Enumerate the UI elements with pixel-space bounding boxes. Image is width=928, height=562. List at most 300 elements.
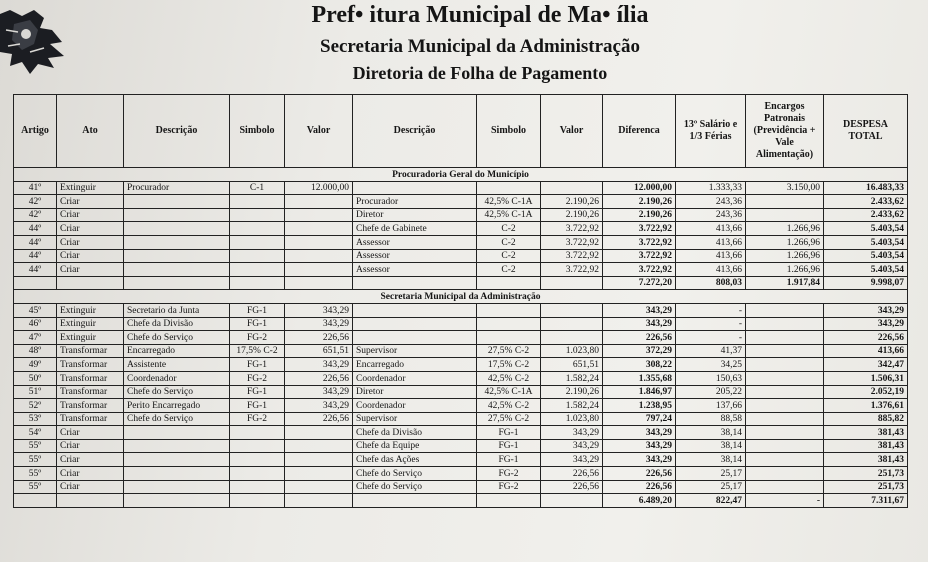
cell-dif: 2.190,26 bbox=[603, 208, 676, 222]
cell-val-old bbox=[285, 480, 353, 494]
empty-cell bbox=[477, 276, 541, 290]
cell-desc-old bbox=[124, 208, 230, 222]
cell-encargos bbox=[746, 344, 824, 358]
cell-encargos bbox=[746, 385, 824, 399]
cell-ato: Transformar bbox=[57, 399, 124, 413]
cell-sym-new: 27,5% C-2 bbox=[477, 412, 541, 426]
cell-val-old bbox=[285, 453, 353, 467]
cell-artigo: 45º bbox=[14, 303, 57, 317]
table-row bbox=[14, 412, 908, 426]
column-header: Descrição bbox=[353, 95, 477, 168]
cell-dif: 1.238,95 bbox=[603, 399, 676, 413]
table-body bbox=[14, 168, 908, 508]
cell-ato: Transformar bbox=[57, 371, 124, 385]
cell-sym-old bbox=[230, 439, 285, 453]
cell-val-new: 226,56 bbox=[541, 467, 603, 481]
cell-artigo: 44º bbox=[14, 222, 57, 236]
cell-decimo: 150,63 bbox=[676, 371, 746, 385]
cell-artigo: 42º bbox=[14, 208, 57, 222]
column-header: Artigo bbox=[14, 95, 57, 168]
cell-desc-new: Chefe da Equipe bbox=[353, 439, 477, 453]
empty-cell bbox=[230, 276, 285, 290]
cell-ato: Criar bbox=[57, 208, 124, 222]
cell-desc-old bbox=[124, 235, 230, 249]
cell-desc-old: Secretario da Junta bbox=[124, 303, 230, 317]
table-row bbox=[14, 195, 908, 209]
cell-dif: 12.000,00 bbox=[603, 181, 676, 195]
empty-cell bbox=[57, 276, 124, 290]
cell-desc-old bbox=[124, 195, 230, 209]
cell-sym-new bbox=[477, 317, 541, 331]
cell-artigo: 46º bbox=[14, 317, 57, 331]
cell-sym-new: C-2 bbox=[477, 235, 541, 249]
cell-desc-new: Assessor bbox=[353, 235, 477, 249]
cell-dif: 3.722,92 bbox=[603, 222, 676, 236]
cell-val-old bbox=[285, 235, 353, 249]
cell-artigo: 50º bbox=[14, 371, 57, 385]
cell-val-new: 343,29 bbox=[541, 426, 603, 440]
empty-cell bbox=[477, 494, 541, 508]
cell-desc-old bbox=[124, 263, 230, 277]
cell-decimo: - bbox=[676, 331, 746, 345]
cell-desc-new bbox=[353, 303, 477, 317]
cell-ato: Criar bbox=[57, 235, 124, 249]
table-row bbox=[14, 317, 908, 331]
cell-encargos bbox=[746, 480, 824, 494]
cell-sym-old: FG-1 bbox=[230, 303, 285, 317]
cell-decimo: 243,36 bbox=[676, 195, 746, 209]
cell-sym-new bbox=[477, 181, 541, 195]
cell-desc-new: Encarregado bbox=[353, 358, 477, 372]
cell-desc-new: Coordenador bbox=[353, 371, 477, 385]
cell-sym-old: FG-1 bbox=[230, 385, 285, 399]
column-header: Simbolo bbox=[230, 95, 285, 168]
cell-total: 2.052,19 bbox=[824, 385, 908, 399]
cell-desc-new: Chefe do Serviço bbox=[353, 480, 477, 494]
table-row bbox=[14, 249, 908, 263]
cell-ato: Criar bbox=[57, 453, 124, 467]
page-subtitle-secretaria: Secretaria Municipal da Administração bbox=[320, 36, 640, 57]
cell-desc-old: Perito Encarregado bbox=[124, 399, 230, 413]
cell-total: 2.433,62 bbox=[824, 195, 908, 209]
table-row bbox=[14, 235, 908, 249]
cell-encargos: 1.266,96 bbox=[746, 263, 824, 277]
cell-val-old bbox=[285, 439, 353, 453]
cell-artigo: 41º bbox=[14, 181, 57, 195]
cell-val-new: 226,56 bbox=[541, 480, 603, 494]
cell-sym-new bbox=[477, 303, 541, 317]
cell-total: 413,66 bbox=[824, 344, 908, 358]
cell-sym-old: FG-1 bbox=[230, 399, 285, 413]
cell-sym-old: C-1 bbox=[230, 181, 285, 195]
cell-dif: 308,22 bbox=[603, 358, 676, 372]
cell-val-new: 3.722,92 bbox=[541, 235, 603, 249]
cell-artigo: 52º bbox=[14, 399, 57, 413]
cell-decimo: 413,66 bbox=[676, 263, 746, 277]
cell-sym-old bbox=[230, 208, 285, 222]
cell-desc-old: Encarregado bbox=[124, 344, 230, 358]
table-row bbox=[14, 371, 908, 385]
cell-ato: Transformar bbox=[57, 412, 124, 426]
cell-decimo: 25,17 bbox=[676, 467, 746, 481]
cell-artigo: 55º bbox=[14, 480, 57, 494]
cell-desc-old bbox=[124, 467, 230, 481]
cell-sym-new: C-2 bbox=[477, 249, 541, 263]
cell-decimo: 1.333,33 bbox=[676, 181, 746, 195]
cell-dif: 1.846,97 bbox=[603, 385, 676, 399]
cell-sym-old: FG-2 bbox=[230, 371, 285, 385]
table-row bbox=[14, 222, 908, 236]
cell-desc-old bbox=[124, 453, 230, 467]
cell-val-old: 12.000,00 bbox=[285, 181, 353, 195]
cell-artigo: 44º bbox=[14, 249, 57, 263]
cell-val-new bbox=[541, 181, 603, 195]
empty-cell bbox=[353, 276, 477, 290]
empty-cell bbox=[124, 276, 230, 290]
total-encargos: 1.917,84 bbox=[746, 276, 824, 290]
cell-encargos bbox=[746, 317, 824, 331]
cell-desc-new: Diretor bbox=[353, 385, 477, 399]
cell-sym-new bbox=[477, 331, 541, 345]
cell-ato: Extinguir bbox=[57, 317, 124, 331]
cell-ato: Criar bbox=[57, 195, 124, 209]
empty-cell bbox=[353, 494, 477, 508]
cell-val-old: 226,56 bbox=[285, 371, 353, 385]
section-total-row bbox=[14, 494, 908, 508]
empty-cell bbox=[14, 276, 57, 290]
table-row bbox=[14, 439, 908, 453]
cell-encargos bbox=[746, 453, 824, 467]
cell-sym-old bbox=[230, 222, 285, 236]
cell-val-old: 226,56 bbox=[285, 412, 353, 426]
cell-total: 343,29 bbox=[824, 317, 908, 331]
cell-val-new bbox=[541, 303, 603, 317]
cell-sym-new: FG-1 bbox=[477, 439, 541, 453]
cell-val-new: 1.023,80 bbox=[541, 344, 603, 358]
cell-dif: 343,29 bbox=[603, 317, 676, 331]
cell-sym-old: FG-1 bbox=[230, 317, 285, 331]
cell-total: 16.483,33 bbox=[824, 181, 908, 195]
cell-total: 5.403,54 bbox=[824, 249, 908, 263]
cell-val-new bbox=[541, 331, 603, 345]
cell-decimo: 38,14 bbox=[676, 439, 746, 453]
cell-desc-new bbox=[353, 181, 477, 195]
cell-sym-old bbox=[230, 480, 285, 494]
cell-encargos: 1.266,96 bbox=[746, 249, 824, 263]
total-dif: 6.489,20 bbox=[603, 494, 676, 508]
page-title: Pref• itura Municipal de Ma• ília bbox=[311, 2, 649, 28]
empty-cell bbox=[285, 276, 353, 290]
cell-dif: 343,29 bbox=[603, 439, 676, 453]
cell-desc-new: Supervisor bbox=[353, 412, 477, 426]
cell-desc-old: Chefe do Serviço bbox=[124, 331, 230, 345]
column-header: Diferenca bbox=[603, 95, 676, 168]
cell-dif: 1.355,68 bbox=[603, 371, 676, 385]
cell-sym-new: 42,5% C-2 bbox=[477, 371, 541, 385]
cell-val-old bbox=[285, 195, 353, 209]
cell-sym-new: C-2 bbox=[477, 263, 541, 277]
cell-val-new bbox=[541, 317, 603, 331]
table-row bbox=[14, 303, 908, 317]
table-row bbox=[14, 480, 908, 494]
cell-dif: 3.722,92 bbox=[603, 235, 676, 249]
cell-desc-new: Assessor bbox=[353, 249, 477, 263]
cell-desc-old: Coordenador bbox=[124, 371, 230, 385]
cell-decimo: 243,36 bbox=[676, 208, 746, 222]
cell-sym-new: FG-2 bbox=[477, 480, 541, 494]
cell-artigo: 54º bbox=[14, 426, 57, 440]
cell-val-old bbox=[285, 426, 353, 440]
cell-sym-new: 27,5% C-2 bbox=[477, 344, 541, 358]
total-decimo: 822,47 bbox=[676, 494, 746, 508]
section-header-row bbox=[14, 168, 908, 182]
cell-sym-old: FG-2 bbox=[230, 412, 285, 426]
cell-ato: Criar bbox=[57, 467, 124, 481]
cell-sym-new: C-2 bbox=[477, 222, 541, 236]
municipal-coat-of-arms-icon bbox=[0, 0, 84, 78]
cell-sym-new: 42,5% C-1A bbox=[477, 195, 541, 209]
section-header-row bbox=[14, 290, 908, 304]
cell-ato: Extinguir bbox=[57, 331, 124, 345]
section-title: Procuradoria Geral do Município bbox=[14, 168, 908, 182]
cell-encargos bbox=[746, 439, 824, 453]
total-dif: 7.272,20 bbox=[603, 276, 676, 290]
cell-encargos bbox=[746, 426, 824, 440]
cell-ato: Transformar bbox=[57, 344, 124, 358]
cell-dif: 226,56 bbox=[603, 467, 676, 481]
cell-val-new: 343,29 bbox=[541, 439, 603, 453]
empty-cell bbox=[541, 494, 603, 508]
cell-dif: 343,29 bbox=[603, 303, 676, 317]
cell-artigo: 55º bbox=[14, 467, 57, 481]
cell-val-old: 343,29 bbox=[285, 399, 353, 413]
empty-cell bbox=[14, 494, 57, 508]
cell-val-new: 1.023,80 bbox=[541, 412, 603, 426]
cell-ato: Transformar bbox=[57, 358, 124, 372]
cell-val-old: 343,29 bbox=[285, 303, 353, 317]
cell-desc-new: Procurador bbox=[353, 195, 477, 209]
column-header: Ato bbox=[57, 95, 124, 168]
cell-val-new: 3.722,92 bbox=[541, 263, 603, 277]
cell-desc-new: Chefe da Divisão bbox=[353, 426, 477, 440]
cell-dif: 372,29 bbox=[603, 344, 676, 358]
table-row bbox=[14, 358, 908, 372]
table-row bbox=[14, 208, 908, 222]
cell-dif: 226,56 bbox=[603, 480, 676, 494]
cell-artigo: 44º bbox=[14, 235, 57, 249]
cell-encargos: 1.266,96 bbox=[746, 235, 824, 249]
cell-desc-old: Chefe do Serviço bbox=[124, 385, 230, 399]
cell-decimo: 413,66 bbox=[676, 222, 746, 236]
cell-desc-old bbox=[124, 439, 230, 453]
cell-ato: Extinguir bbox=[57, 303, 124, 317]
cell-ato: Criar bbox=[57, 249, 124, 263]
column-header: Valor bbox=[541, 95, 603, 168]
cell-val-old bbox=[285, 222, 353, 236]
cell-desc-old bbox=[124, 249, 230, 263]
cell-total: 343,29 bbox=[824, 303, 908, 317]
cell-val-new: 3.722,92 bbox=[541, 249, 603, 263]
cell-val-old: 343,29 bbox=[285, 385, 353, 399]
cell-artigo: 42º bbox=[14, 195, 57, 209]
cell-dif: 3.722,92 bbox=[603, 249, 676, 263]
cell-sym-old: FG-1 bbox=[230, 358, 285, 372]
cell-sym-new: FG-2 bbox=[477, 467, 541, 481]
cell-artigo: 48º bbox=[14, 344, 57, 358]
cell-desc-new bbox=[353, 331, 477, 345]
cell-decimo: 413,66 bbox=[676, 235, 746, 249]
cell-encargos bbox=[746, 303, 824, 317]
cell-desc-old: Chefe do Serviço bbox=[124, 412, 230, 426]
cell-val-new: 1.582,24 bbox=[541, 371, 603, 385]
cell-dif: 797,24 bbox=[603, 412, 676, 426]
total-total: 9.998,07 bbox=[824, 276, 908, 290]
cell-val-new: 2.190,26 bbox=[541, 385, 603, 399]
cell-artigo: 55º bbox=[14, 439, 57, 453]
cell-encargos bbox=[746, 195, 824, 209]
cell-desc-old bbox=[124, 426, 230, 440]
cell-val-old: 226,56 bbox=[285, 331, 353, 345]
cell-val-new: 2.190,26 bbox=[541, 195, 603, 209]
cell-total: 5.403,54 bbox=[824, 263, 908, 277]
cell-encargos bbox=[746, 412, 824, 426]
cell-total: 381,43 bbox=[824, 453, 908, 467]
cell-val-old: 651,51 bbox=[285, 344, 353, 358]
cell-total: 2.433,62 bbox=[824, 208, 908, 222]
cell-artigo: 49º bbox=[14, 358, 57, 372]
table-header-row bbox=[14, 95, 908, 168]
cell-desc-new: Diretor bbox=[353, 208, 477, 222]
cell-total: 381,43 bbox=[824, 439, 908, 453]
cell-decimo: 137,66 bbox=[676, 399, 746, 413]
cell-desc-old: Procurador bbox=[124, 181, 230, 195]
empty-cell bbox=[57, 494, 124, 508]
cell-desc-new: Chefe do Serviço bbox=[353, 467, 477, 481]
cell-sym-old bbox=[230, 453, 285, 467]
cell-sym-old bbox=[230, 467, 285, 481]
payroll-table bbox=[13, 94, 908, 508]
cell-decimo: 41,37 bbox=[676, 344, 746, 358]
column-header: Valor bbox=[285, 95, 353, 168]
cell-decimo: 205,22 bbox=[676, 385, 746, 399]
cell-ato: Extinguir bbox=[57, 181, 124, 195]
cell-decimo: 34,25 bbox=[676, 358, 746, 372]
cell-sym-old: FG-2 bbox=[230, 331, 285, 345]
cell-sym-old bbox=[230, 249, 285, 263]
cell-val-new: 2.190,26 bbox=[541, 208, 603, 222]
total-total: 7.311,67 bbox=[824, 494, 908, 508]
cell-encargos bbox=[746, 208, 824, 222]
cell-desc-new: Chefe de Gabinete bbox=[353, 222, 477, 236]
cell-sym-old bbox=[230, 263, 285, 277]
cell-total: 226,56 bbox=[824, 331, 908, 345]
empty-cell bbox=[541, 276, 603, 290]
cell-sym-old: 17,5% C-2 bbox=[230, 344, 285, 358]
cell-desc-new: Supervisor bbox=[353, 344, 477, 358]
cell-sym-new: 17,5% C-2 bbox=[477, 358, 541, 372]
cell-desc-new: Assessor bbox=[353, 263, 477, 277]
total-encargos: - bbox=[746, 494, 824, 508]
cell-desc-old: Assistente bbox=[124, 358, 230, 372]
empty-cell bbox=[285, 494, 353, 508]
column-header: Simbolo bbox=[477, 95, 541, 168]
cell-sym-new: 42,5% C-2 bbox=[477, 399, 541, 413]
cell-artigo: 44º bbox=[14, 263, 57, 277]
cell-encargos bbox=[746, 399, 824, 413]
cell-val-old: 343,29 bbox=[285, 358, 353, 372]
cell-desc-new: Coordenador bbox=[353, 399, 477, 413]
column-header: Encargos Patronais (Previdência + Vale Alimentação) bbox=[746, 95, 824, 168]
cell-desc-old: Chefe da Divisão bbox=[124, 317, 230, 331]
section-total-row bbox=[14, 276, 908, 290]
table-row bbox=[14, 467, 908, 481]
cell-total: 251,73 bbox=[824, 467, 908, 481]
table-row bbox=[14, 385, 908, 399]
cell-val-old bbox=[285, 208, 353, 222]
cell-dif: 3.722,92 bbox=[603, 263, 676, 277]
cell-desc-new: Chefe das Ações bbox=[353, 453, 477, 467]
cell-val-new: 3.722,92 bbox=[541, 222, 603, 236]
cell-ato: Criar bbox=[57, 480, 124, 494]
cell-decimo: - bbox=[676, 317, 746, 331]
cell-desc-old bbox=[124, 480, 230, 494]
empty-cell bbox=[230, 494, 285, 508]
cell-sym-old bbox=[230, 195, 285, 209]
cell-ato: Criar bbox=[57, 426, 124, 440]
cell-ato: Criar bbox=[57, 222, 124, 236]
cell-total: 1.506,31 bbox=[824, 371, 908, 385]
cell-decimo: 38,14 bbox=[676, 426, 746, 440]
cell-total: 5.403,54 bbox=[824, 222, 908, 236]
table-row bbox=[14, 331, 908, 345]
section-title: Secretaria Municipal da Administração bbox=[14, 290, 908, 304]
table-row bbox=[14, 399, 908, 413]
cell-decimo: 25,17 bbox=[676, 480, 746, 494]
cell-decimo: 38,14 bbox=[676, 453, 746, 467]
cell-desc-new bbox=[353, 317, 477, 331]
cell-sym-new: FG-1 bbox=[477, 426, 541, 440]
cell-total: 885,82 bbox=[824, 412, 908, 426]
cell-artigo: 53º bbox=[14, 412, 57, 426]
cell-artigo: 51º bbox=[14, 385, 57, 399]
table-row bbox=[14, 426, 908, 440]
column-header: Descrição bbox=[124, 95, 230, 168]
column-header: 13º Salário e 1/3 Férias bbox=[676, 95, 746, 168]
cell-encargos bbox=[746, 371, 824, 385]
cell-val-new: 651,51 bbox=[541, 358, 603, 372]
cell-artigo: 47º bbox=[14, 331, 57, 345]
cell-ato: Criar bbox=[57, 263, 124, 277]
cell-sym-new: 42,5% C-1A bbox=[477, 385, 541, 399]
cell-encargos: 1.266,96 bbox=[746, 222, 824, 236]
table-row bbox=[14, 263, 908, 277]
table-row bbox=[14, 453, 908, 467]
cell-val-new: 1.582,24 bbox=[541, 399, 603, 413]
table-row bbox=[14, 181, 908, 195]
cell-dif: 2.190,26 bbox=[603, 195, 676, 209]
cell-ato: Criar bbox=[57, 439, 124, 453]
empty-cell bbox=[124, 494, 230, 508]
cell-total: 251,73 bbox=[824, 480, 908, 494]
cell-decimo: 413,66 bbox=[676, 249, 746, 263]
cell-val-old bbox=[285, 467, 353, 481]
cell-sym-new: FG-1 bbox=[477, 453, 541, 467]
cell-val-old bbox=[285, 249, 353, 263]
cell-total: 342,47 bbox=[824, 358, 908, 372]
cell-total: 1.376,61 bbox=[824, 399, 908, 413]
cell-decimo: - bbox=[676, 303, 746, 317]
cell-sym-old bbox=[230, 426, 285, 440]
